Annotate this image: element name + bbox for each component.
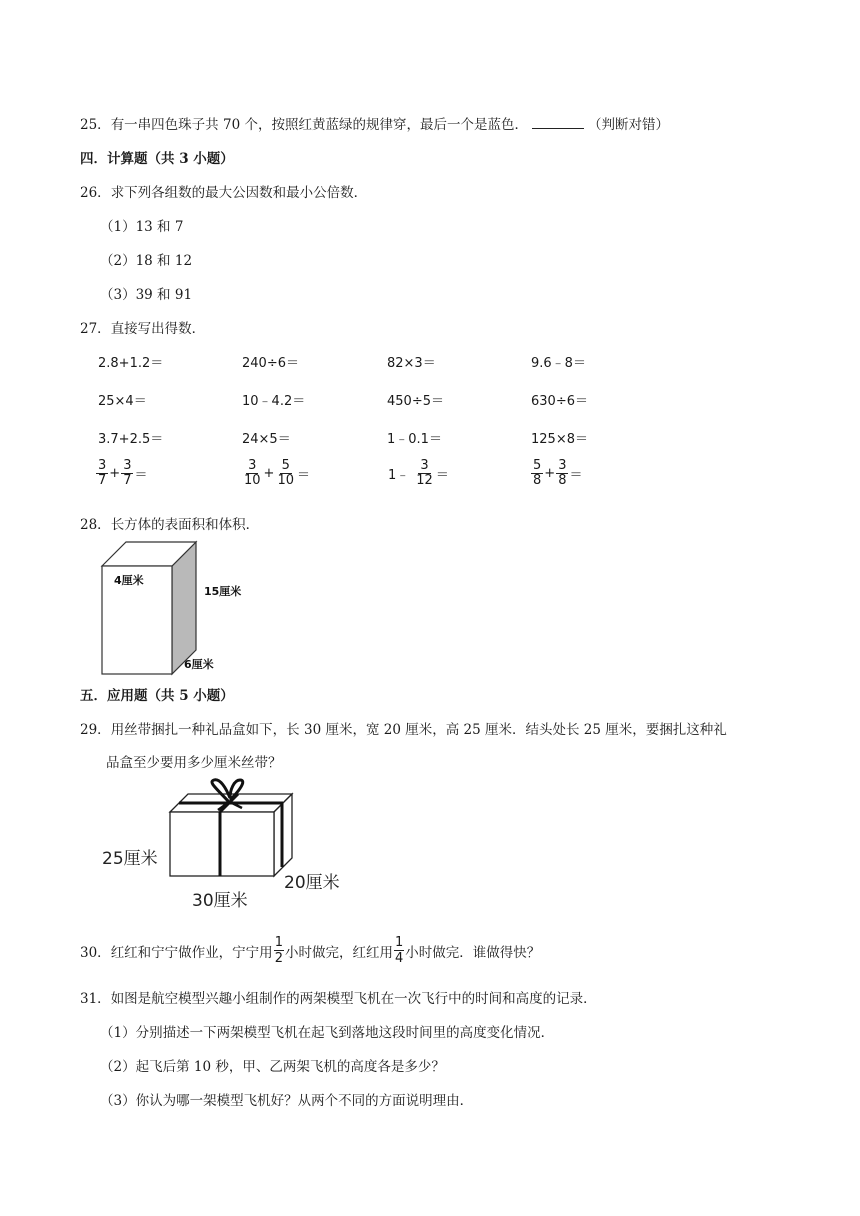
question-number: 27． (80, 321, 111, 337)
question-26 (80, 181, 367, 201)
calc-cell: 25×4＝ (98, 394, 147, 409)
answer-blank[interactable] (532, 115, 584, 129)
gift-box-figure (96, 778, 356, 913)
calc-cell: 2.8+1.2＝ (98, 356, 164, 371)
section-heading-application: 五．应用题（共 5 小题） (80, 688, 234, 704)
question-number: 26． (80, 185, 111, 201)
fraction-expression: 1﹣ $\frac{3}{12}$ ＝ (388, 458, 449, 488)
fraction: $\frac{1}{4}$ (394, 935, 404, 966)
section-heading-calculation: 四．计算题（共 3 小题） (80, 151, 234, 167)
calc-cell: 9.6﹣8＝ (531, 356, 586, 371)
box-length-label: 30厘米 (192, 891, 248, 911)
sub-item: （1）分别描述一下两架模型飞机在起飞到落地这段时间里的高度变化情况． (100, 1025, 555, 1041)
question-29 (80, 718, 727, 738)
question-text: 小时做完，红红用 (284, 944, 393, 961)
sub-item: （3）你认为哪一架模型飞机好？从两个不同的方面说明理由． (100, 1093, 474, 1109)
calc-cell: 450÷5＝ (387, 394, 444, 409)
calc-cell: 24×5＝ (242, 432, 291, 447)
question-text: 红红和宁宁做作业，宁宁用 (110, 944, 273, 961)
fraction: $\frac{3}{8}$ (558, 458, 567, 488)
question-30 (80, 935, 540, 966)
question-number: 29． (80, 722, 111, 738)
sub-item: （1）13 和 7 (100, 219, 184, 235)
question-text: 长方体的表面积和体积． (110, 517, 260, 533)
cuboid-height-label: 15厘米 (204, 585, 242, 598)
question-text: 用丝带捆扎一种礼品盒如下，长 30 厘米，宽 20 厘米，高 25 厘米．结头处长 25 厘米，要捆扎这种礼 (110, 722, 727, 738)
calc-cell: 1﹣0.1＝ (387, 432, 442, 447)
question-text: 有一串四色珠子共 70 个，按照红黄蓝绿的规律穿，最后一个是蓝色． (110, 117, 528, 133)
question-27 (80, 317, 205, 337)
question-number: 30． (80, 944, 111, 961)
calc-cell: 82×3＝ (387, 356, 436, 371)
cuboid-width-label: 4厘米 (114, 574, 144, 587)
fraction: $\frac{3}{12}$ (416, 458, 433, 488)
calc-cell: 240÷6＝ (242, 356, 299, 371)
question-text: 直接写出得数． (110, 321, 206, 337)
question-text: 如图是航空模型兴趣小组制作的两架模型飞机在一次飞行中的时间和高度的记录． (110, 991, 597, 1007)
calc-cell: 125×8＝ (531, 432, 588, 447)
fraction: $\frac{3}{7}$ (98, 458, 107, 488)
cuboid-depth-label: 6厘米 (184, 658, 214, 671)
question-number: 28． (80, 517, 111, 533)
question-text: 求下列各组数的最大公因数和最小公倍数． (110, 185, 368, 201)
fraction: $\frac{3}{10}$ (244, 458, 261, 488)
fraction: $\frac{1}{2}$ (274, 935, 283, 966)
question-31 (80, 987, 597, 1007)
fraction: $\frac{5}{10}$ (277, 458, 294, 488)
question-number: 31． (80, 991, 111, 1007)
box-height-label: 25厘米 (102, 849, 158, 869)
calc-cell: 3.7+2.5＝ (98, 432, 164, 447)
question-number: 25． (80, 117, 111, 133)
box-front-face (170, 812, 274, 876)
sub-item: （2）起飞后第 10 秒，甲、乙两架飞机的高度各是多少？ (100, 1059, 445, 1075)
cuboid-figure (96, 540, 256, 676)
sub-item: （2）18 和 12 (100, 253, 193, 269)
fraction-expression: $\frac{5}{8}$ + $\frac{3}{8}$ ＝ (533, 458, 583, 488)
fraction-expression: $\frac{3}{7}$ + $\frac{3}{7}$ ＝ (98, 458, 148, 488)
question-29-continued: 品盒至少要用多少厘米丝带？ (106, 755, 282, 771)
fraction-expression: $\frac{3}{10}$ + $\frac{5}{10}$ ＝ (244, 458, 311, 488)
question-text: 小时做完．谁做得快？ (405, 944, 541, 961)
question-28 (80, 513, 259, 533)
calc-cell: 630÷6＝ (531, 394, 588, 409)
fraction: $\frac{3}{7}$ (123, 458, 132, 488)
fraction: $\frac{5}{8}$ (533, 458, 542, 488)
box-width-label: 20厘米 (284, 873, 340, 893)
question-25 (80, 113, 669, 133)
sub-item: （3）39 和 91 (100, 287, 193, 303)
question-hint: （判断对错） (587, 117, 669, 133)
calc-cell: 10﹣4.2＝ (242, 394, 306, 409)
